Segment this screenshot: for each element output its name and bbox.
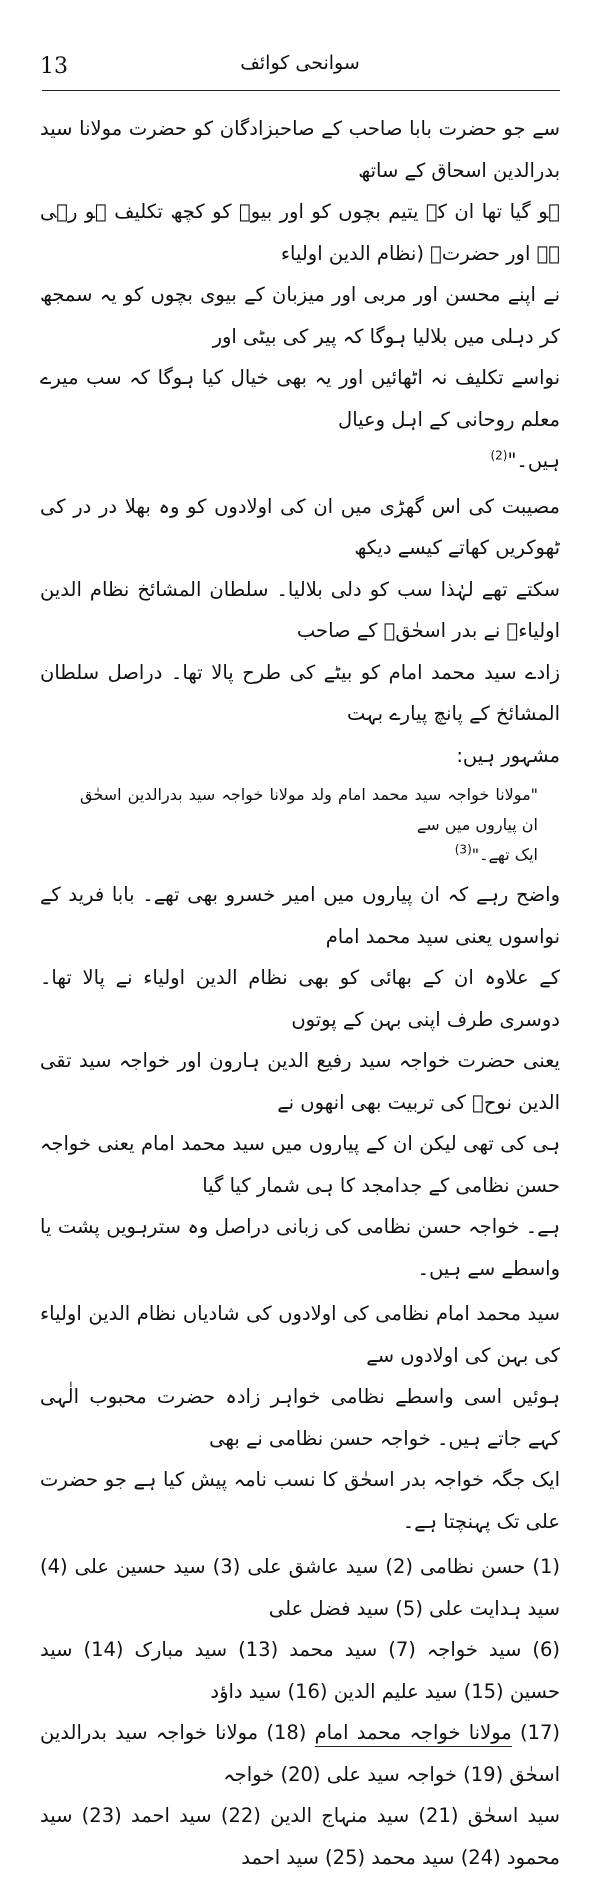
page-number: 13 <box>40 54 68 79</box>
text-line: نے اپنے محسن اور مربی اور میزبان کے بیوی بچوں کو یہ سمجھ کر دہلی میں بلالیا ہوگا کہ پیر کی بیٹی اور <box>40 283 560 348</box>
genealogy-line <box>40 1712 560 1795</box>
paragraph-2 <box>40 486 560 777</box>
page-header <box>40 48 560 88</box>
text-line: سے جو حضرت بابا صاحب کے صاحبزادگان کو حضرت مولانا سید بدرالدین اسحاق کے ساتھ <box>40 117 560 182</box>
text-line: ہے۔ خواجہ حسن نظامی کی زبانی دراصل وہ سترہویں پشت یا واسطے سے ہیں۔ <box>40 1215 560 1280</box>
genealogy-list <box>40 1546 560 1878</box>
text-line: سید محمد امام نظامی کی اولادوں کی شادیاں نظام الدین اولیاء کی بہن کی اولادوں سے <box>40 1302 560 1367</box>
text-line: سکتے تھے لہٰذا سب کو دلی بلالیا۔ سلطان المشائخ نظام الدین اولیاءؒ نے بدر اسحٰقؒ کے صاحب <box>40 577 560 642</box>
text-line: ہوئیں اسی واسطے نظامی خواہر زادہ حضرت محبوب الٰہی کہے جاتے ہیں۔ خواجہ حسن نظامی نے بھی <box>40 1385 560 1450</box>
footnote-marker: (3) <box>454 842 472 857</box>
genealogy-line: (1) حسن نظامی (2) سید عاشق علی (3) سید حسین علی (4) سید ہدایت علی (5) سید فضل علی <box>40 1555 561 1620</box>
text-line: واضح رہے کہ ان پیاروں میں امیر خسرو بھی تھے۔ بابا فرید کے نواسوں یعنی سید محمد امام <box>40 883 560 948</box>
text-fragment: (17) <box>511 1721 561 1744</box>
genealogy-line: سید اسحٰق (21) سید منہاج الدین (22) سید احمد (23) سید محمود (24) سید محمد (25) سید احمد <box>40 1804 560 1869</box>
paragraph-3 <box>40 874 560 1289</box>
header-rule <box>42 90 560 91</box>
running-title: سوانحی کوائف <box>240 52 360 74</box>
quote-line <box>80 840 538 870</box>
text-line <box>40 440 560 482</box>
footnote-marker: (2) <box>490 448 508 463</box>
body-text <box>40 108 560 1882</box>
text-line: زادے سید محمد امام کو بیٹے کی طرح پالا تھا۔ دراصل سلطان المشائخ کے پانچ پیارے بہت <box>40 660 560 725</box>
text-line: ہو گیا تھا ان کے یتیم بچوں کو اور بیوہ کو کچھ تکلیف ہو رہی ہے اور حضرتؒ (نظام الدین اولیاء <box>40 200 560 265</box>
block-quote <box>80 780 538 870</box>
text-fragment: (18) مولانا خواجہ سید بدرالدین اسحٰق (19) خواجہ سید علی (20) خواجہ <box>40 1721 560 1786</box>
text-line: ایک جگہ خواجہ بدر اسحٰق کا نسب نامہ پیش کیا ہے جو حضرت علی تک پہنچتا ہے۔ <box>40 1468 560 1533</box>
text-line: کے علاوہ ان کے بھائی کو بھی نظام الدین اولیاء نے پالا تھا۔ دوسری طرف اپنی بہن کے پوتوں <box>40 966 560 1031</box>
quote-line: "مولانا خواجہ سید محمد امام ولد مولانا خواجہ سید بدرالدین اسحٰق ان پیاروں میں سے <box>80 785 538 834</box>
text-fragment: ایک تھے۔" <box>471 845 538 864</box>
paragraph-1 <box>40 108 560 482</box>
text-line: یعنی حضرت خواجہ سید رفیع الدین ہارون اور خواجہ سید تقی الدین نوحؒ کی تربیت بھی انھوں نے <box>40 1049 560 1114</box>
text-fragment: ہیں۔" <box>507 449 560 472</box>
text-line: مشہور ہیں: <box>456 743 560 767</box>
genealogy-line: (6) سید خواجہ (7) سید محمد (13) سید مبارک (14) سید حسین (15) سید علیم الدین (16) سید داؤد <box>40 1638 561 1703</box>
text-line: ہی کی تھی لیکن ان کے پیاروں میں سید محمد امام یعنی خواجہ حسن نظامی کے جدامجد کا ہی شمار کیا گیا <box>40 1132 560 1197</box>
underlined-name: مولانا خواجہ محمد امام <box>315 1721 512 1747</box>
paragraph-4 <box>40 1293 560 1542</box>
text-line: مصیبت کی اس گھڑی میں ان کی اولادوں کو وہ بھلا در در کی ٹھوکریں کھاتے کیسے دیکھ <box>40 494 560 559</box>
text-line: نواسے تکلیف نہ اٹھائیں اور یہ بھی خیال کیا ہوگا کہ سب میرے معلم روحانی کے اہل وعیال <box>40 366 560 431</box>
